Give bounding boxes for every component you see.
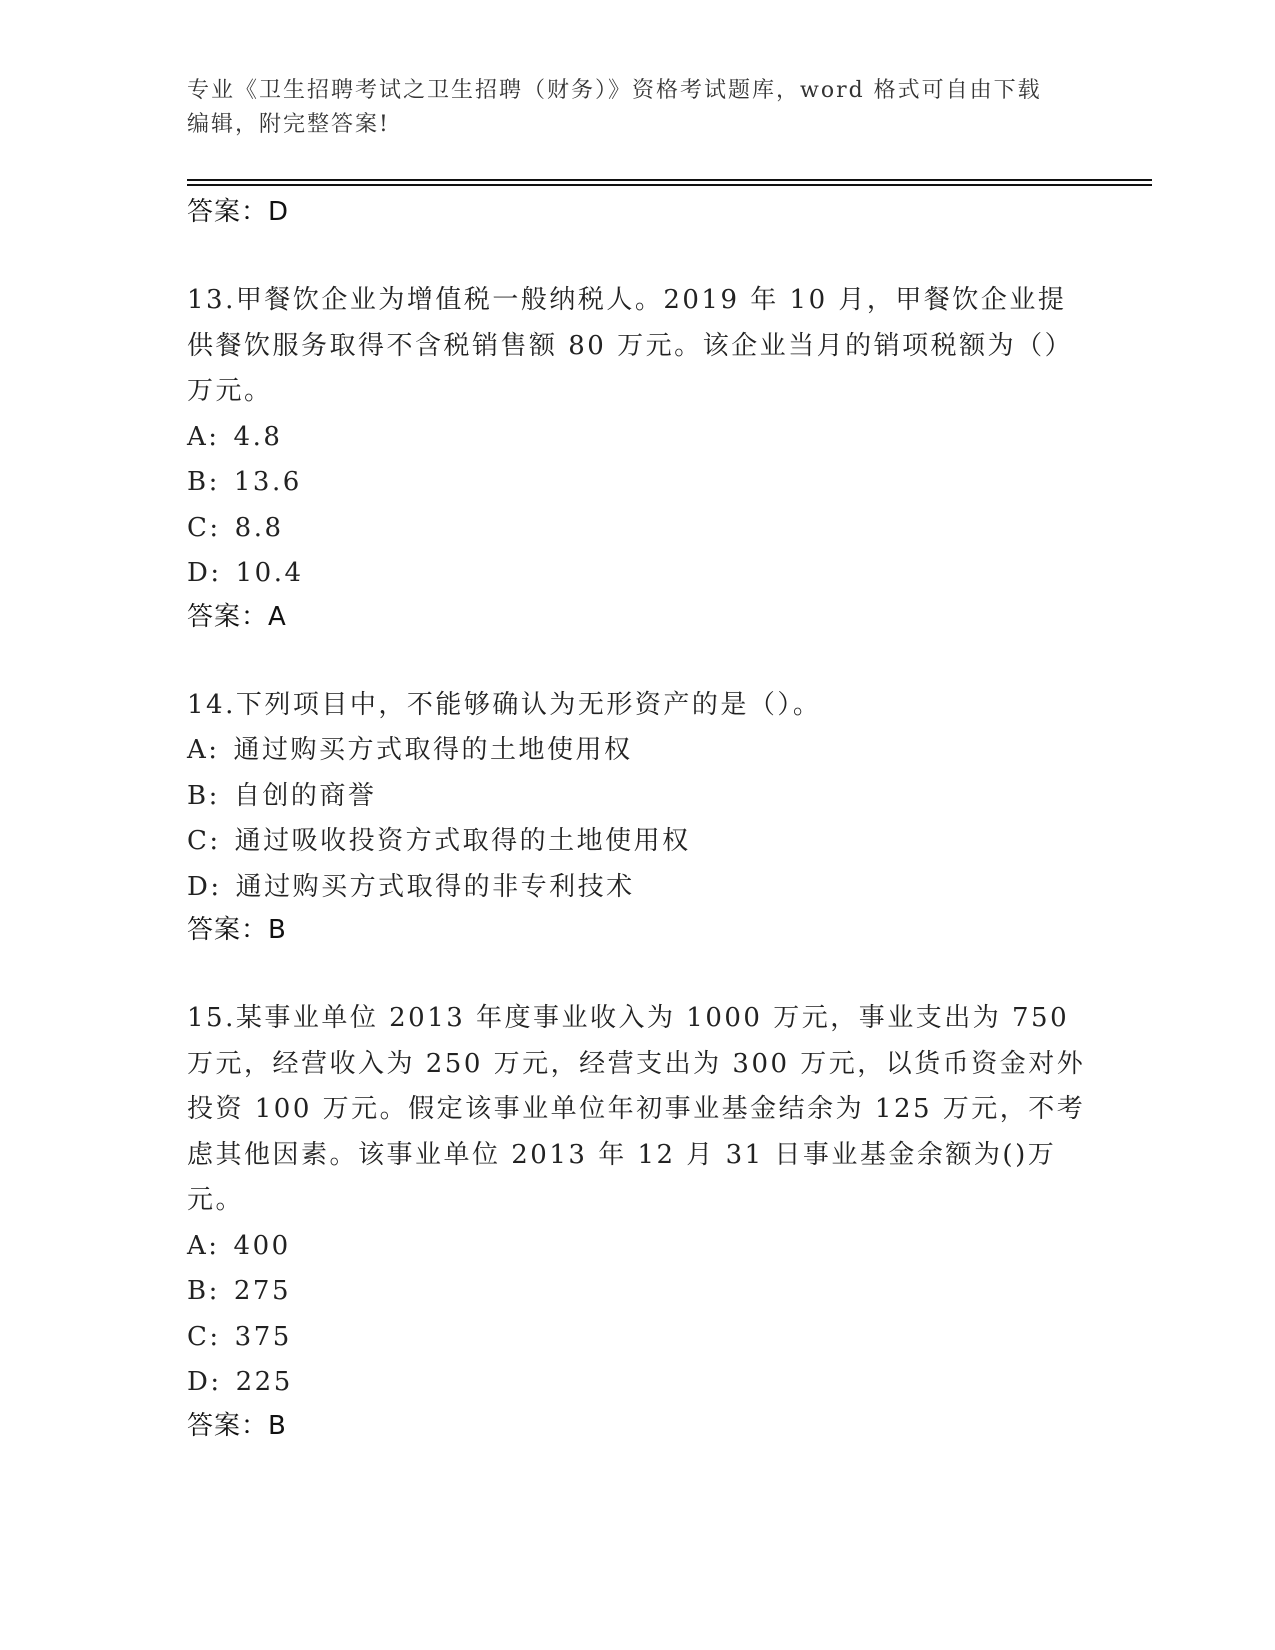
option-key: D: — [187, 871, 222, 902]
question-14-option-a[interactable] — [187, 728, 1087, 774]
question-15 — [187, 996, 1087, 1446]
option-key: C: — [187, 512, 221, 543]
question-13 — [187, 278, 1087, 637]
option-value: 通过吸收投资方式取得的土地使用权 — [234, 826, 691, 856]
question-15-stem: 15.某事业单位 2013 年度事业收入为 1000 万元，事业支出为 750 万元，经营收入为 250 万元，经营支出为 300 万元，以货币资金对外投资 100 万元。假定该事业单位年初事业基金结余为 125 万元，不考虑其他因素。该事业单位 2013 年 12 月 31 日事业基金余额为()万元。 — [187, 1003, 1086, 1215]
option-value: 400 — [233, 1230, 291, 1261]
option-key: B: — [187, 467, 220, 497]
question-14-option-b[interactable] — [187, 774, 1087, 820]
option-key: C: — [187, 1321, 221, 1352]
option-key: A: — [187, 1230, 220, 1261]
question-15-answer: 答案：B — [187, 1410, 287, 1441]
question-14-answer: 答案：B — [187, 915, 287, 945]
option-value: 8.8 — [234, 512, 284, 543]
option-key: D: — [187, 558, 222, 588]
option-key: D: — [187, 1367, 222, 1397]
question-13-answer: 答案：A — [187, 601, 287, 632]
header-divider-bottom — [187, 184, 1152, 186]
option-value: 10.4 — [235, 558, 304, 588]
question-15-option-a[interactable] — [187, 1224, 1087, 1270]
option-value: 通过购买方式取得的非专利技术 — [235, 871, 635, 902]
question-15-option-c[interactable] — [187, 1315, 1087, 1361]
question-13-option-a[interactable] — [187, 415, 1087, 461]
question-15-option-d[interactable] — [187, 1360, 1087, 1406]
option-key: B: — [187, 780, 220, 811]
option-value: 通过购买方式取得的土地使用权 — [233, 735, 633, 765]
option-key: B: — [187, 1276, 220, 1306]
option-value: 13.6 — [233, 467, 302, 497]
question-14-stem: 14.下列项目中，不能够确认为无形资产的是（）。 — [187, 689, 822, 720]
option-value: 275 — [233, 1276, 292, 1306]
question-13-option-d[interactable] — [187, 551, 1087, 597]
option-value: 自创的商誉 — [233, 780, 377, 811]
document-header — [187, 74, 1067, 142]
question-14-option-d[interactable] — [187, 865, 1087, 911]
header-line-2: 编辑，附完整答案! — [187, 112, 390, 137]
option-value: 4.8 — [233, 421, 283, 452]
document-body — [187, 192, 1087, 1446]
option-value: 225 — [235, 1367, 293, 1397]
question-13-option-b[interactable] — [187, 460, 1087, 506]
header-line-1: 专业《卫生招聘考试之卫生招聘（财务）》资格考试题库，word 格式可自由下载 — [187, 78, 1042, 103]
question-14 — [187, 683, 1087, 951]
question-13-stem: 13.甲餐饮企业为增值税一般纳税人。2019 年 10 月，甲餐饮企业提供餐饮服务取得不含税销售额 80 万元。该企业当月的销项税额为（）万元。 — [187, 285, 1074, 406]
question-14-option-c[interactable] — [187, 819, 1087, 865]
answer-previous: 答案：D — [187, 197, 290, 227]
question-15-option-b[interactable] — [187, 1269, 1087, 1315]
option-key: C: — [187, 826, 221, 856]
header-divider-top — [187, 179, 1152, 181]
option-key: A: — [187, 421, 220, 452]
option-value: 375 — [234, 1321, 292, 1352]
option-key: A: — [187, 735, 220, 765]
question-13-option-c[interactable] — [187, 506, 1087, 552]
